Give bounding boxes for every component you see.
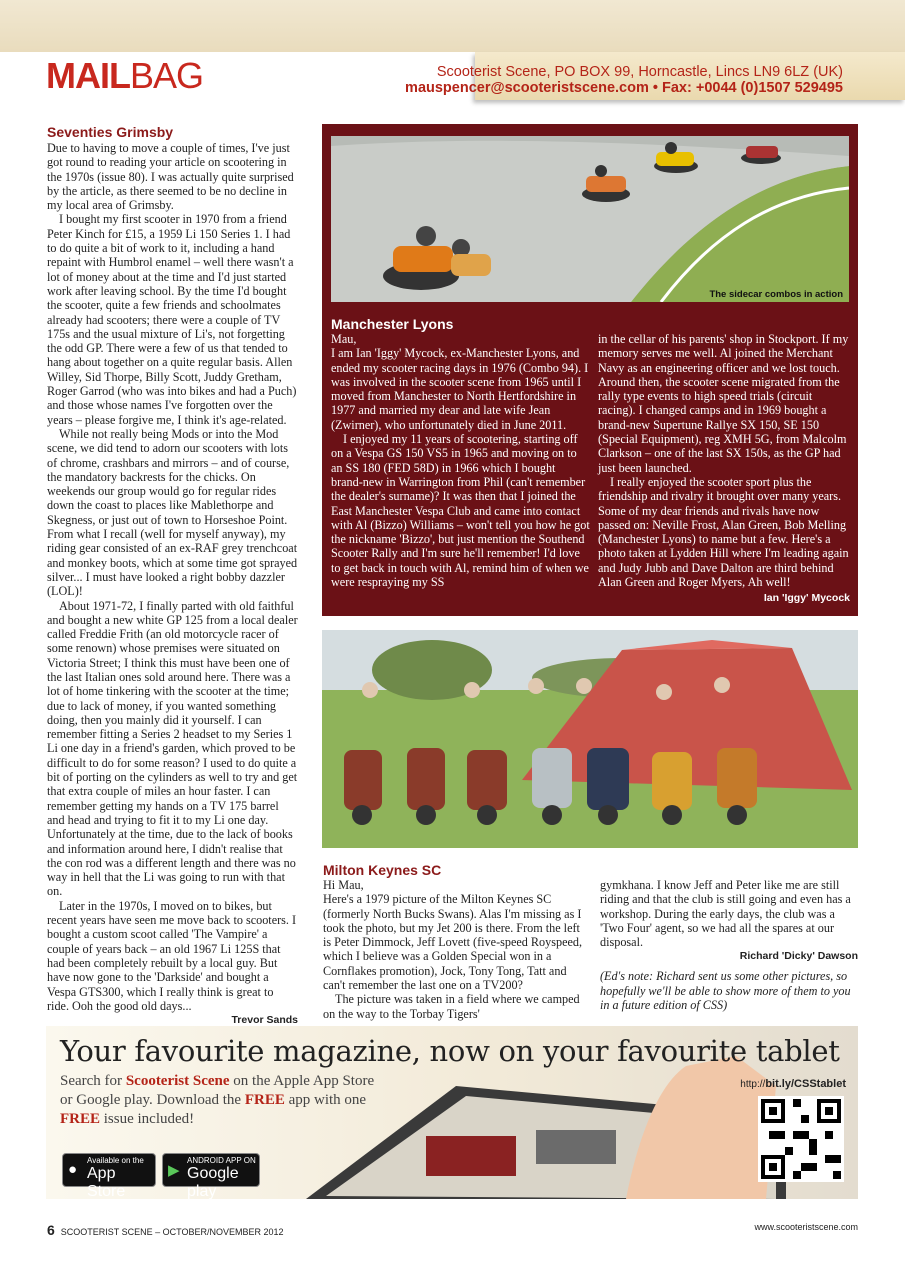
sidecar-race-image [331,136,849,302]
postal-address: Scooterist Scene, PO BOX 99, Horncastle, Lincs LN9 6LZ (UK) [436,64,843,80]
page-number: 6 [47,1222,55,1238]
paragraph: Due to having to move a couple of times, I've just got round to reading your article on scootering in the 1970s (issue 80). I was actually quite surprised by the article, as there seemed to be no decline in my local area of Grimsby. [47,141,294,213]
top-band [0,0,905,52]
ad-url[interactable]: http://bit.ly/CSStablet [740,1078,846,1090]
contact-block [405,64,843,96]
ad-headline: Your favourite magazine, now on your favourite tablet [60,1034,840,1068]
paragraph: I really enjoyed the scooter sport plus the friendship and rivalry it brought over many years. Some of my dear friends and rivals have now passed on: Neville Frost, Alan Green, Bob Melling (Manchester Lyons) to name but a few. Here's a photo taken at Lydden Hill where I'm leading again and Judy Jubb and Dave Dalton are third behind Alan Green and Roger Myers, Ah well! [598,474,849,590]
signature: Richard 'Dicky' Dawson [739,950,858,963]
paragraph: Later in the 1970s, I moved on to bikes, but recent years have seen me move back to scooters. I bought a custom scoot called 'The Vampire' a couple of years back – an old 1967 Li 125S that had been completely rebuilt by a local guy. But have now gone to the 'Darkside' and bought a Vespa GTS300, which I really think is great to ride. Ooh the good old days... [47,898,297,1013]
paragraph: I bought my first scooter in 1970 from a friend Peter Kinch for £15, a 1959 Li 150 Series 1. I had to do quite a bit of work to it, including a hand repaint with Humbrol enamel – well there wasn't a lot of money about at the time and I'd just started work after leaving school. By the time I'd bought the scooter, quite a few friends and schoolmates already had scooters; there were a couple of TV 175s and the usual mixture of Li's, not forgetting the odd GP. There were a few of us that tended to hang about together on a quite regular basis. Allen Willey, Sid Thorpe, Billy Scott, Juddy Gretham, Roger Garrod (who was into bikes and had a Puch) and those whose names I've forgotten over the years – please forgive me, I think it's age-related. [47,212,297,427]
google-play-badge[interactable]: ▶ ANDROID APP ON Google play [162,1153,260,1187]
paragraph: I enjoyed my 11 years of scootering, starting off on a Vespa GS 150 VS5 in 1965 and moving on to an SS 180 (FED 58D) in 1966 which I bought brand-new in Warrington from Phil (can't remember the dealer's surname)? It was then that I joined the East Manchester Vespa Club and came into contact with Al (Bizzo) Williams – won't tell you how he got the nickname 'Bizzo', but just mention the Southend Scooter Rally and I'm sure he'll remember! I'd love to get back in touch with Al, remind him of when we were respraying my SS [331,432,590,590]
paragraph: I am Ian 'Iggy' Mycock, ex-Manchester Lyons, and ended my scooter racing days in 1976 (Combo 94). I was involved in the scooter scene from 1965 until I moved from Manchester to North Hertfordshire in 1977 and married my dear and late wife Jean (Zwirner), who unfortunately died in June 2011. [331,346,589,432]
play-icon: ▶ [168,1162,180,1179]
letter-milton-keynes-col1 [323,878,591,1021]
photo-caption: The sidecar combos in action [709,289,843,300]
letter-title: Manchester Lyons [331,316,454,332]
letter-manchester-lyons [322,124,858,616]
email-fax: mauspencer@scooteristscene.com • Fax: +0044 (0)1507 529495 [405,80,843,96]
letter-title: Milton Keynes SC [323,862,442,878]
letter-seventies-grimsby [47,124,298,1027]
apple-icon: ● [68,1161,78,1178]
page-title: MAILBAG [46,55,204,96]
ad-body: Search for Scooterist Scene on the Apple App Store or Google play. Download the FREE app with one FREE issue included! [60,1073,375,1127]
paragraph: The picture was taken in a field where we camped on the way to the Torbay Tigers' [323,992,580,1021]
tablet-advert [46,1026,858,1199]
app-store-badge[interactable]: ● Available on the App Store [62,1153,156,1187]
editor-note: (Ed's note: Richard sent us some other pictures, so hopefully we'll be able to show more of them to you in a future edition of CSS) [600,969,851,1013]
signature: Ian 'Iggy' Mycock [763,592,850,605]
letter-column-1 [331,332,590,589]
paragraph: Mau, [331,332,357,346]
paragraph: gymkhana. I know Jeff and Peter like me are still riding and that the club is still going and even has a workshop. During the early days, the club was a 'Two Four' agent, so we had all the spares at our disposal. [600,878,851,950]
footer-issue: 6 SCOOTERIST SCENE – OCTOBER/NOVEMBER 2012 [47,1222,284,1238]
sidecar-photo [331,136,849,302]
paragraph: in the cellar of his parents' shop in Stockport. If my memory serves me well. Al joined the Merchant Navy as an engineering officer and we lost touch. Around then, the scooter scene migrated from the rally type events to high speed trials (circuit racing). I changed camps and in 1969 bought a brand-new Supertune Rallye SX 150, SE 150 (Special Equipment), reg XMH 5G, from Malcolm Clarkson – one of the last SX 150s, as the GP had just been launched. [598,332,849,475]
paragraph: About 1971-72, I finally parted with old faithful and bought a new white GP 125 from a local dealer called Freddie Frith (an old motorcycle racer of some renown) whose premises were situated on Victoria Street; I think this must have been one of the last Italian ones sold around here. There was a lot of home tinkering with the scooter at the time; due to lack of money, if you wanted something doing, then you mainly did it yourself. I can remember fitting a Series 2 headset to my Series 1 Li one day in a friend's garden, which proved to be difficult to do for some reason? I used to do quite a bit of porting on the cylinders as well to try and get that extra couple of miles an hour faster. I can remember getting my hands on a TV 175 barrel and head and trying to fit it to my Li one day. Unfortunately at the time, due to the lack of books and information around here, I didn't realise that the con rod was a different length and there was no way in hell that the Li was going to run with that on. [47,598,298,899]
letter-column-2 [598,332,850,605]
paragraph: Here's a 1979 picture of the Milton Keynes SC (formerly North Bucks Swans). Alas I'm missing as I took the photo, but my Jet 200 is there. From the left is Peter Dimmock, Jeff Lovett (five-speed Royspeed, which I believe was a Golden Special won in a Cornflakes promotion), Jock, Tony Tong, Tatt and can't remember the last one on a TV200? [323,892,583,993]
paragraph: While not really being Mods or into the Mod scene, we did tend to adorn our scooters with lots of chrome, crashbars and mirrors – and of course, the mandatory backrests for the chicks. On weekends our group would go for regular rides down the coast to places like Mablethorpe and Skegness, or just out of town to Horseshoe Point. From what I recall (well for myself anyway), my riding gear consisted of an ex-RAF grey trenchcoat and monkey boots, which at some time got sprayed silver... I must have looked a right bobby dazzler (LOL)! [47,426,298,599]
paragraph: Hi Mau, [323,878,364,892]
letter-title: Seventies Grimsby [47,124,174,140]
signature: Trevor Sands [231,1014,298,1027]
letter-milton-keynes-col2 [600,878,858,1012]
qr-code-icon[interactable] [758,1096,844,1182]
club-group-photo [322,630,858,848]
group-image [322,630,858,848]
footer-website[interactable]: www.scooteristscene.com [754,1222,858,1232]
